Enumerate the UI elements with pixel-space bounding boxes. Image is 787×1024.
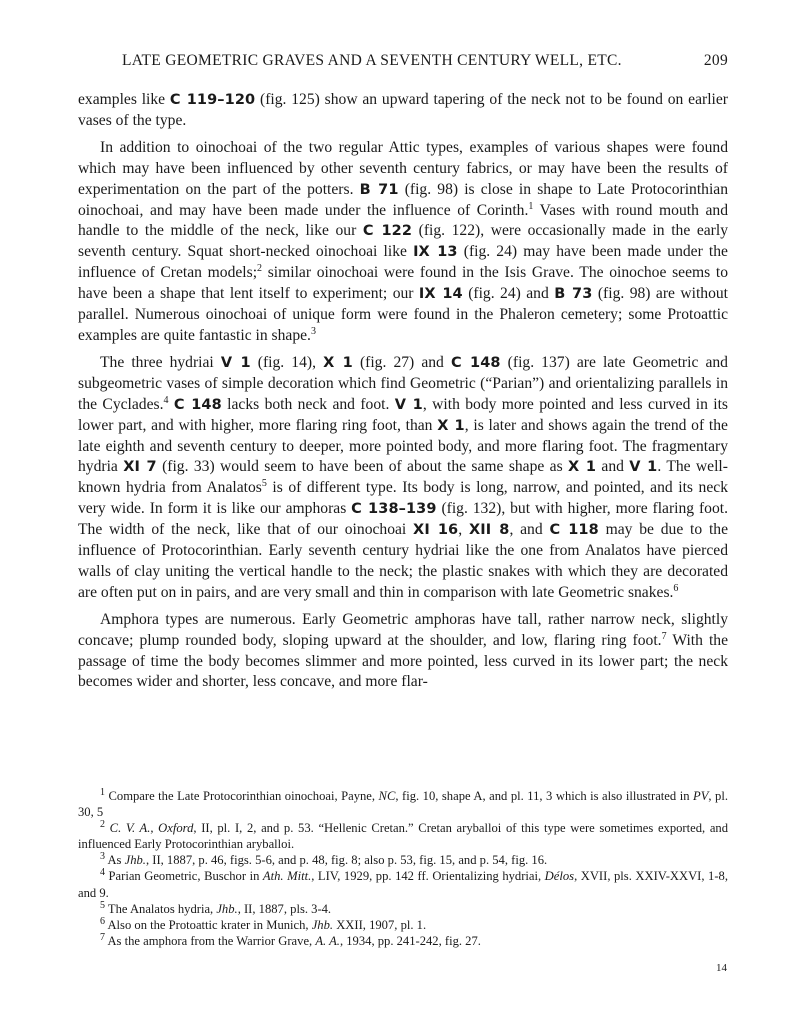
- text: examples like: [78, 91, 170, 108]
- citation: Jhb.: [216, 901, 238, 916]
- text: Parian Geometric, Buschor in: [105, 869, 263, 884]
- footnote-1: [78, 788, 728, 820]
- footnotes: [78, 788, 728, 949]
- text: , and: [509, 521, 550, 539]
- catalog-ref: XII 8: [468, 522, 510, 539]
- text: (fig. 125) show an upward tapering of the neck not to be found on earlier vases of the type.: [78, 91, 728, 129]
- footnote-3: [78, 852, 728, 868]
- text: similar oinochoai were found in the Isis Grave. The oinochoe seems to have been a shape that lent itself to experiment; our: [78, 264, 729, 303]
- footnote-5: [78, 901, 728, 917]
- text: Compare the Late Protocorinthian oinochoai, Payne,: [105, 789, 379, 803]
- catalog-ref: XI 16: [413, 522, 459, 539]
- citation: NC: [378, 789, 396, 803]
- catalog-ref: X 1: [437, 417, 465, 434]
- text: In addition to oinochoai of the two regular Attic types, examples of various shapes were found which may have been influenced by other seventh century fabrics, or may have been the results of experimentation on the part of the potters.: [78, 138, 728, 198]
- catalog-ref: C 148: [173, 396, 222, 413]
- footnote-marker[interactable]: 5: [261, 478, 267, 490]
- body-text: [78, 90, 728, 699]
- footnote-number: 2: [100, 819, 105, 830]
- citation: Jhb.: [311, 917, 334, 932]
- footnote-marker[interactable]: 3: [310, 325, 316, 337]
- running-title: LATE GEOMETRIC GRAVES AND A SEVENTH CENTURY WELL, ETC.: [122, 52, 622, 69]
- text: , 1934, pp. 241-242, fig. 27.: [339, 933, 481, 948]
- text: (fig. 98) is close in shape to Late Protocorinthian oinochoai, and may have been made under the influence of Corinth.: [78, 180, 728, 219]
- citation: Ath. Mitt.: [262, 869, 312, 884]
- catalog-ref: X 1: [323, 354, 353, 371]
- text: (fig. 137) are late Geometric and subgeometric vases of simple decoration which find Geometric (“Parian”) and orientalizing parallels in the Cyclades.: [78, 353, 728, 413]
- footnote-marker[interactable]: 6: [673, 582, 679, 594]
- catalog-ref: C 122: [362, 223, 413, 240]
- catalog-ref: B 71: [359, 181, 399, 198]
- footnote-4: [78, 868, 728, 900]
- text: , fig. 10, shape A, and pl. 11, 3 which is also illustrated in: [395, 789, 694, 803]
- catalog-ref: IX 13: [413, 244, 458, 261]
- footnote-number: 5: [100, 899, 105, 911]
- text: and: [596, 458, 630, 476]
- paragraph-2: [78, 138, 728, 347]
- text: , II, 1887, p. 46, figs. 5-6, and p. 48, fig. 8; also p. 53, fig. 15, and p. 54, fig. 16.: [145, 853, 548, 868]
- text: ,: [458, 521, 469, 539]
- catalog-ref: V 1: [629, 459, 658, 476]
- text: Vases with round mouth and handle to the middle of the neck, like our: [78, 201, 728, 240]
- text: lacks both neck and foot.: [221, 395, 395, 413]
- text: Amphora types are numerous. Early Geometric amphoras have tall, rather narrow neck, slightly concave; plump rounded body, sloping upward at the shoulder, and low, flaring ring foot.: [78, 610, 728, 649]
- signature-mark: 14: [716, 962, 727, 974]
- text: (fig. 14),: [250, 353, 324, 371]
- footnote-marker[interactable]: 7: [661, 630, 667, 642]
- footnote-marker[interactable]: 4: [163, 394, 169, 406]
- text: , with body more pointed and less curved in its lower part, and with higher, more flaring ring foot, than: [78, 395, 728, 434]
- text: With the passage of time the body becomes slimmer and more pointed, less curved in its lower part; the neck becomes wider and shorter, less concave, and more flar-: [78, 631, 729, 691]
- text: may be due to the influence of Protocorinthian. Early seventh century hydriai like the one from Analatos have pierced walls of clay uniting the vertical handle to the neck; the plastic snakes with which they are decorated are often put on in pairs, and are very small and thin in comparison with late Geometric snakes.: [78, 521, 728, 601]
- text: (fig. 24) may have been made under the influence of Cretan models;: [78, 243, 728, 282]
- citation: PV: [693, 789, 709, 803]
- text: As: [105, 853, 125, 868]
- page-number: 209: [703, 52, 728, 69]
- text: (fig. 24) and: [462, 285, 555, 303]
- text: is of different type. Its body is long, narrow, and pointed, and its neck very wide. In form it is like our amphoras: [78, 479, 728, 518]
- footnote-marker[interactable]: 2: [257, 263, 263, 275]
- catalog-ref: IX 14: [418, 286, 463, 303]
- text: (fig. 98) are without parallel. Numerous oinochoai of unique form were found in the Phaleron cemetery; some Protoattic examples are quite fantastic in shape.: [78, 285, 729, 344]
- citation: Délos: [544, 869, 575, 884]
- text: . The well-known hydria from Analatos: [78, 458, 728, 497]
- paragraph-1: [78, 90, 728, 132]
- catalog-ref: C 148: [450, 354, 501, 371]
- footnote-number: 7: [100, 931, 105, 943]
- footnote-number: 3: [100, 851, 105, 863]
- text: The three hydriai: [100, 353, 221, 371]
- paragraph-3: [78, 353, 728, 604]
- text: Also on the Protoattic krater in Munich,: [105, 917, 312, 932]
- text: XXII, 1907, pl. 1.: [333, 917, 427, 932]
- text: As the amphora from the Warrior Grave,: [105, 933, 316, 948]
- footnote-number: 6: [100, 915, 105, 927]
- footnote-marker[interactable]: 1: [528, 200, 534, 212]
- footnote-7: [78, 933, 728, 949]
- text: , pl. 30, 5: [78, 789, 729, 820]
- text: (fig. 27) and: [352, 353, 451, 371]
- catalog-ref: C 119–120: [169, 92, 256, 108]
- text: , II, 1887, pls. 3-4.: [237, 901, 332, 916]
- text: (fig. 122), were occasionally made in the early seventh century. Squat short-necked oinochoai like: [78, 222, 728, 261]
- text: (fig. 132), but with higher, more flaring foot. The width of the neck, like that of our oinochoai: [78, 500, 729, 539]
- catalog-ref: V 1: [394, 396, 423, 413]
- catalog-ref: C 118: [549, 522, 599, 539]
- catalog-ref: V 1: [220, 354, 251, 371]
- catalog-ref: C 138–139: [351, 501, 437, 518]
- catalog-ref: XI 7: [123, 459, 157, 476]
- paragraph-4: [78, 610, 728, 694]
- text: , is later and shows again the trend of the late eighth and seventh century to deeper, more pointed body, and more flaring foot. The fragmentary hydria: [78, 416, 728, 476]
- text: , LIV, 1929, pp. 142 ff. Orientalizing hydriai,: [311, 869, 545, 884]
- text: , XVII, pls. XXIV-XXVI, 1-8, and 9.: [78, 869, 728, 900]
- footnote-number: 4: [100, 867, 105, 879]
- citation: Jhb.: [124, 853, 146, 868]
- footnote-number: 1: [100, 786, 105, 798]
- catalog-ref: X 1: [568, 459, 597, 476]
- footnote-2: [78, 820, 728, 852]
- citation: C. V. A., Oxford: [109, 821, 194, 836]
- text: , II, pl. I, 2, and p. 53. “Hellenic Cretan.” Cretan aryballoi of this type were sometimes exported, and influenced Early Protocorinthian aryballoi.: [78, 821, 728, 852]
- citation: A. A.: [315, 933, 340, 948]
- text: The Analatos hydria,: [105, 901, 217, 916]
- footnote-6: [78, 917, 728, 933]
- text: (fig. 33) would seem to have been of about the same shape as: [156, 458, 568, 476]
- catalog-ref: B 73: [554, 286, 593, 303]
